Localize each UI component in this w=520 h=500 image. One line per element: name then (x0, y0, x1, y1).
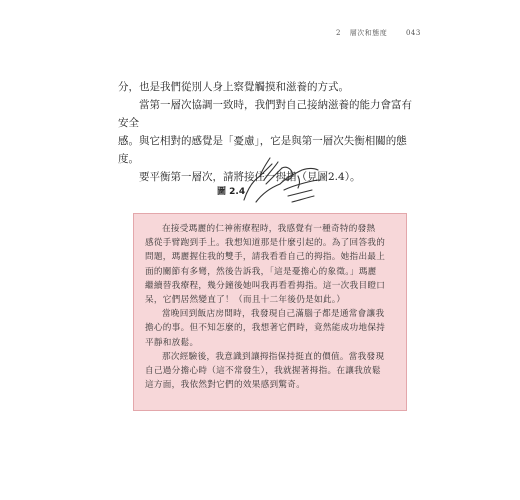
chapter-title: 層次和態度 (349, 29, 388, 37)
sidebar-line: 感從手臂跑到手上。我想知道那是什麼引起的。為了回答我的 (145, 238, 386, 249)
body-line: 當第一層次協調一致時，我們對自己接納滋養的能力會富有安全 (118, 99, 412, 129)
sidebar-line: 那次經驗後，我意識到讓拇指保持挺直的價值。當我發現 (162, 351, 385, 362)
chapter-number: 2 (336, 29, 341, 37)
sidebar-line: 自己過分擔心時（這不常發生），我就握著拇指。在讓我放鬆 (145, 366, 381, 377)
sidebar-text (145, 222, 395, 392)
sidebar-line: 呆，它們居然變直了！（而且十二年後仍是如此。） (145, 295, 346, 306)
sidebar-line: 平靜和放鬆。 (145, 337, 199, 348)
page-number: 043 (405, 29, 421, 37)
figure-caption: 圖 2.4 (217, 187, 246, 197)
sidebar-line: 問題，瑪麗握住我的雙手，請我看看自己的拇指。她指出最上 (145, 252, 386, 263)
running-header (336, 28, 421, 38)
body-line: 要平衡第一層次，請將接住一拇指（見圖2.4）。 (139, 171, 361, 183)
sidebar-line: 在接受瑪麗的仁神術療程時，我感覺有一種奇特的發熱 (162, 224, 376, 234)
sidebar-line: 這方面，我依然對它們的效果感到驚奇。 (145, 380, 306, 391)
body-line: 感。與它相對的感覺是「憂慮」，它是與第一層次失衡相關的態度。 (118, 135, 407, 165)
sidebar-line: 擔心的事。但不知怎麼的，我想著它們時，竟然能成功地保持 (145, 323, 386, 334)
body-line: 分，也是我們從別人身上察覺觸摸和滋養的方式。 (118, 81, 349, 93)
sidebar-line: 面的關節有多彎，然後告訴我，「這是憂擔心的象徵。」瑪麗 (145, 266, 377, 277)
sidebar-line: 繼續替我療程，幾分鐘後她叫我再看看拇指。這一次我目瞪口 (145, 280, 386, 291)
sidebar-line: 當晚回到飯店房間時，我發現自己滿腦子都是通常會讓我 (162, 309, 385, 320)
hands-holding-thumb-illustration (236, 150, 326, 205)
